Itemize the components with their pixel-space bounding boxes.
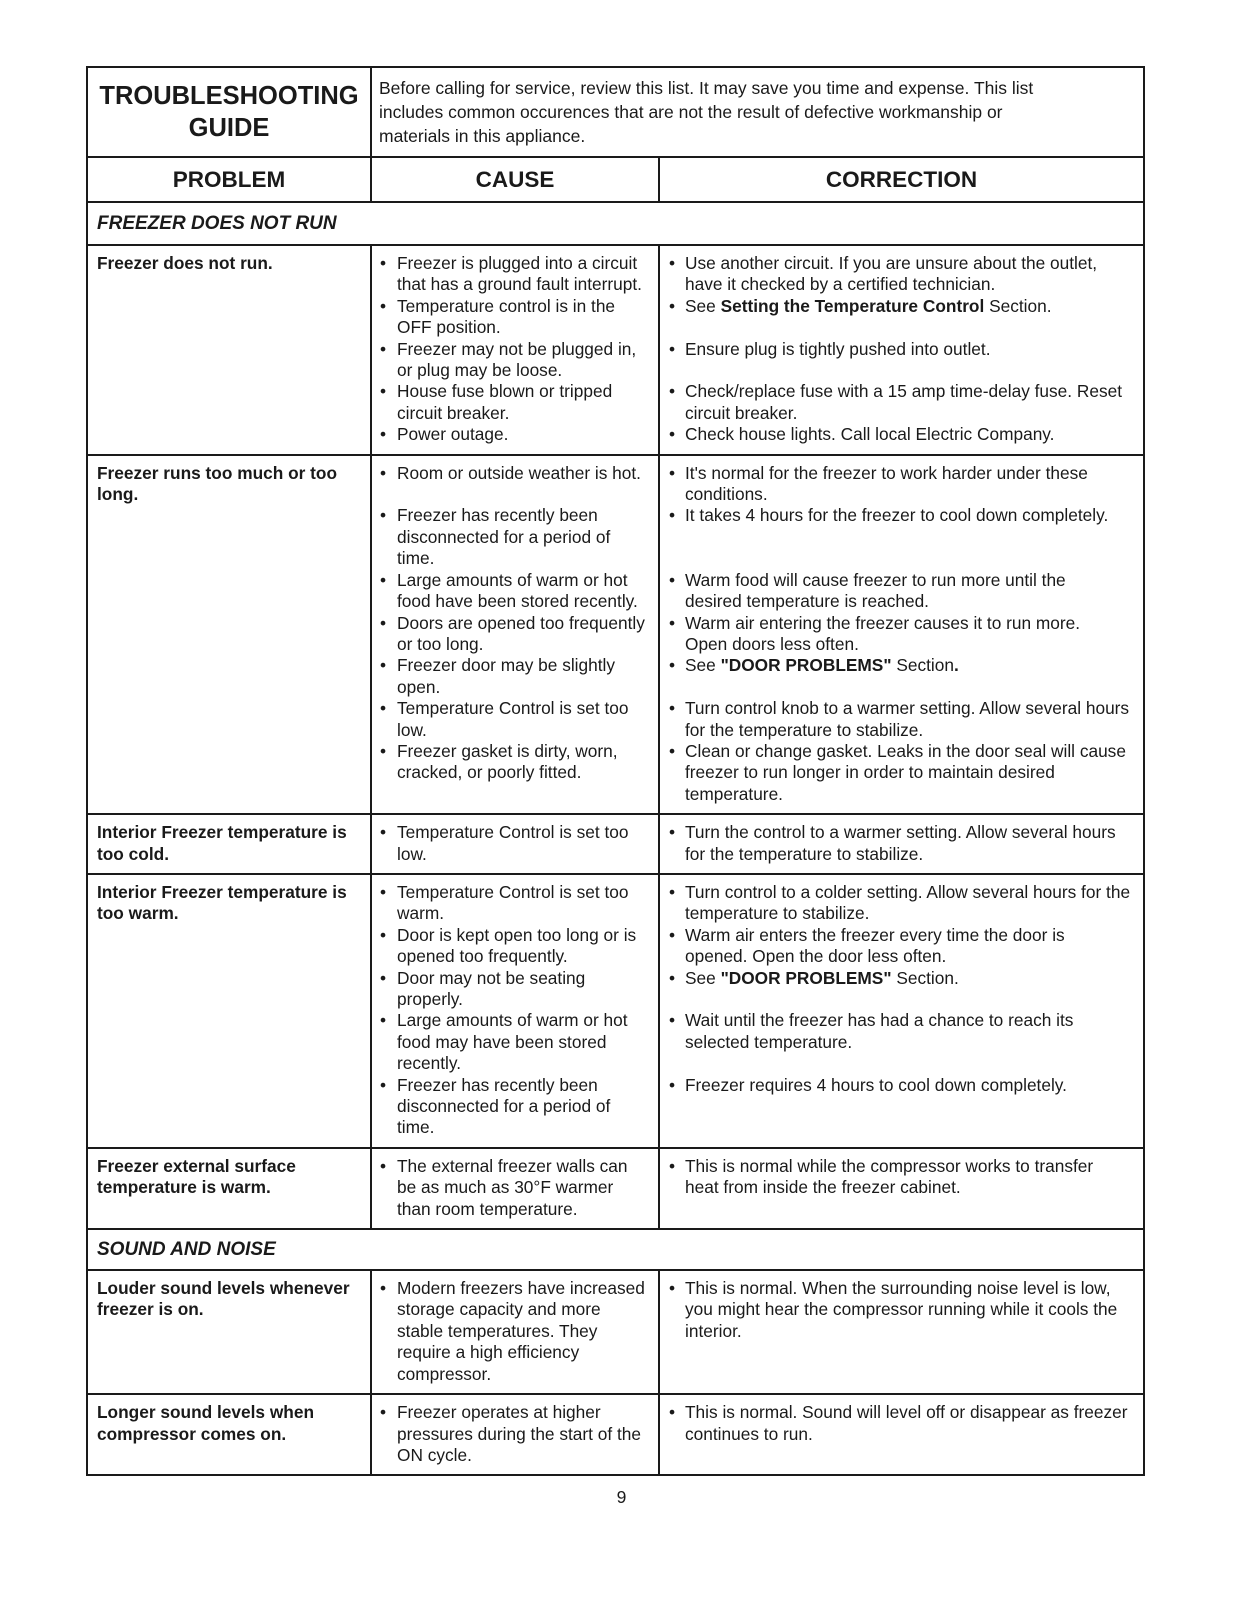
problem-row [88, 875, 1143, 1149]
cause-item: • Freezer is plugged into a circuit that has a ground fault interrupt. [372, 246, 660, 296]
correction-item: • Freezer requires 4 hours to cool down completely. [660, 1075, 1143, 1147]
correction-item: • It takes 4 hours for the freezer to cool down completely. [660, 505, 1143, 569]
correction-item: • Turn control knob to a warmer setting. Allow several hours for the temperature to stabilize. [660, 698, 1143, 741]
text-segment: Section. [891, 967, 959, 988]
text-segment: See [685, 967, 721, 988]
text-segment: Section. [984, 295, 1052, 316]
cause-item: • Freezer operates at higher pressures during the start of the ON cycle. [372, 1395, 660, 1474]
correction-item: • Warm air enters the freezer every time the door is opened. Open the door less often. [660, 925, 1143, 968]
correction-item [660, 968, 1143, 1011]
section-title: SOUND AND NOISE [97, 1238, 276, 1260]
cause-item: • Freezer door may be slightly open. [372, 655, 660, 698]
column-header-correction: CORRECTION [825, 166, 978, 192]
table-body [88, 203, 1143, 1476]
section-header [88, 1230, 1143, 1271]
problem-row [88, 815, 1143, 875]
problem-row [88, 456, 1143, 816]
correction-item: • Check house lights. Call local Electric Company. [660, 424, 1143, 453]
cause-item: • Temperature control is in the OFF position. [372, 296, 660, 339]
cause-item: • Temperature Control is set too low. [372, 698, 660, 741]
problem-row [88, 1271, 1143, 1395]
cause-item: • Freezer has recently been disconnected for a period of time. [372, 1075, 660, 1147]
bold-text: . [953, 655, 959, 676]
cause-item: • Freezer may not be plugged in, or plug may be loose. [372, 339, 660, 382]
table-title-row [88, 68, 1143, 158]
cause-item: • Freezer has recently been disconnected for a period of time. [372, 505, 660, 569]
cause-item: • The external freezer walls can be as much as 30°F warmer than room temperature. [372, 1149, 660, 1228]
correction-item: • Turn the control to a warmer setting. Allow several hours for the temperature to stabilize. [660, 815, 1143, 873]
page-number: 9 [616, 1487, 627, 1508]
problem-cell: Interior Freezer temperature is too warm. [88, 875, 372, 1147]
problem-row [88, 246, 1143, 456]
cause-item: • Door is kept open too long or is opened too frequently. [372, 925, 660, 968]
cause-item: • Room or outside weather is hot. [372, 456, 660, 506]
correction-item: • It's normal for the freezer to work harder under these conditions. [660, 456, 1143, 506]
correction-item: • Ensure plug is tightly pushed into outlet. [660, 339, 1143, 382]
problem-row [88, 1395, 1143, 1476]
correction-item: • Warm food will cause freezer to run more until the desired temperature is reached. [660, 570, 1143, 613]
problem-cell: Freezer external surface temperature is warm. [88, 1149, 372, 1228]
correction-item: • Check/replace fuse with a 15 amp time-delay fuse. Reset circuit breaker. [660, 381, 1143, 424]
text-segment: Section [891, 655, 954, 676]
text-segment: See [685, 655, 721, 676]
problem-row [88, 1149, 1143, 1230]
column-header-row [88, 158, 1143, 203]
problem-cell: Louder sound levels whenever freezer is on. [88, 1271, 372, 1393]
bold-text: "DOOR PROBLEMS" [720, 655, 892, 676]
problem-cell: Freezer does not run. [88, 246, 372, 454]
cause-item: • Modern freezers have increased storage capacity and more stable temperatures. They require a high efficiency compressor. [372, 1271, 660, 1393]
page [86, 66, 1145, 1508]
problem-cell: Freezer runs too much or too long. [88, 456, 372, 814]
cause-item: • Power outage. [372, 424, 660, 453]
cause-item: • Door may not be seating properly. [372, 968, 660, 1011]
bold-text: "DOOR PROBLEMS" [720, 967, 892, 988]
cause-item: • Freezer gasket is dirty, worn, cracked, or poorly fitted. [372, 741, 660, 813]
section-header [88, 203, 1143, 246]
correction-item: • Clean or change gasket. Leaks in the door seal will cause freezer to run longer in order to maintain desired temperature. [660, 741, 1143, 813]
correction-item: • This is normal while the compressor works to transfer heat from inside the freezer cabinet. [660, 1149, 1143, 1228]
problem-cell: Longer sound levels when compressor comes on. [88, 1395, 372, 1474]
cause-item: • Doors are opened too frequently or too long. [372, 613, 660, 656]
bold-text: Setting the Temperature Control [720, 295, 985, 316]
troubleshooting-table [86, 66, 1145, 1476]
section-title: FREEZER DOES NOT RUN [97, 212, 337, 234]
cause-item: • House fuse blown or tripped circuit breaker. [372, 381, 660, 424]
text-segment: See [685, 295, 721, 316]
cause-item: • Large amounts of warm or hot food may have been stored recently. [372, 1010, 660, 1074]
intro-text: Before calling for service, review this list. It may save you time and expense. This list includes common occurences that are not the result of defective workmanship or materials in this appliance. [379, 78, 1034, 146]
column-header-problem: PROBLEM [88, 158, 372, 201]
correction-item: • Wait until the freezer has had a chance to reach its selected temperature. [660, 1010, 1143, 1074]
problem-cell: Interior Freezer temperature is too cold. [88, 815, 372, 873]
correction-item: • Warm air entering the freezer causes it to run more. Open doors less often. [660, 613, 1143, 656]
correction-item: • Use another circuit. If you are unsure about the outlet, have it checked by a certified technician. [660, 246, 1143, 296]
column-header-cause: CAUSE [372, 158, 660, 201]
correction-item: • This is normal. Sound will level off or disappear as freezer continues to run. [660, 1395, 1143, 1474]
correction-item: • This is normal. When the surrounding noise level is low, you might hear the compressor running while it cools the interior. [660, 1271, 1143, 1393]
correction-item [660, 296, 1143, 339]
guide-title: TROUBLESHOOTING GUIDE [88, 68, 372, 156]
cause-item: • Temperature Control is set too warm. [372, 875, 660, 925]
correction-item: • Turn control to a colder setting. Allow several hours for the temperature to stabilize. [660, 875, 1143, 925]
cause-item: • Large amounts of warm or hot food have been stored recently. [372, 570, 660, 613]
correction-item [660, 655, 1143, 698]
cause-item: • Temperature Control is set too low. [372, 815, 660, 873]
